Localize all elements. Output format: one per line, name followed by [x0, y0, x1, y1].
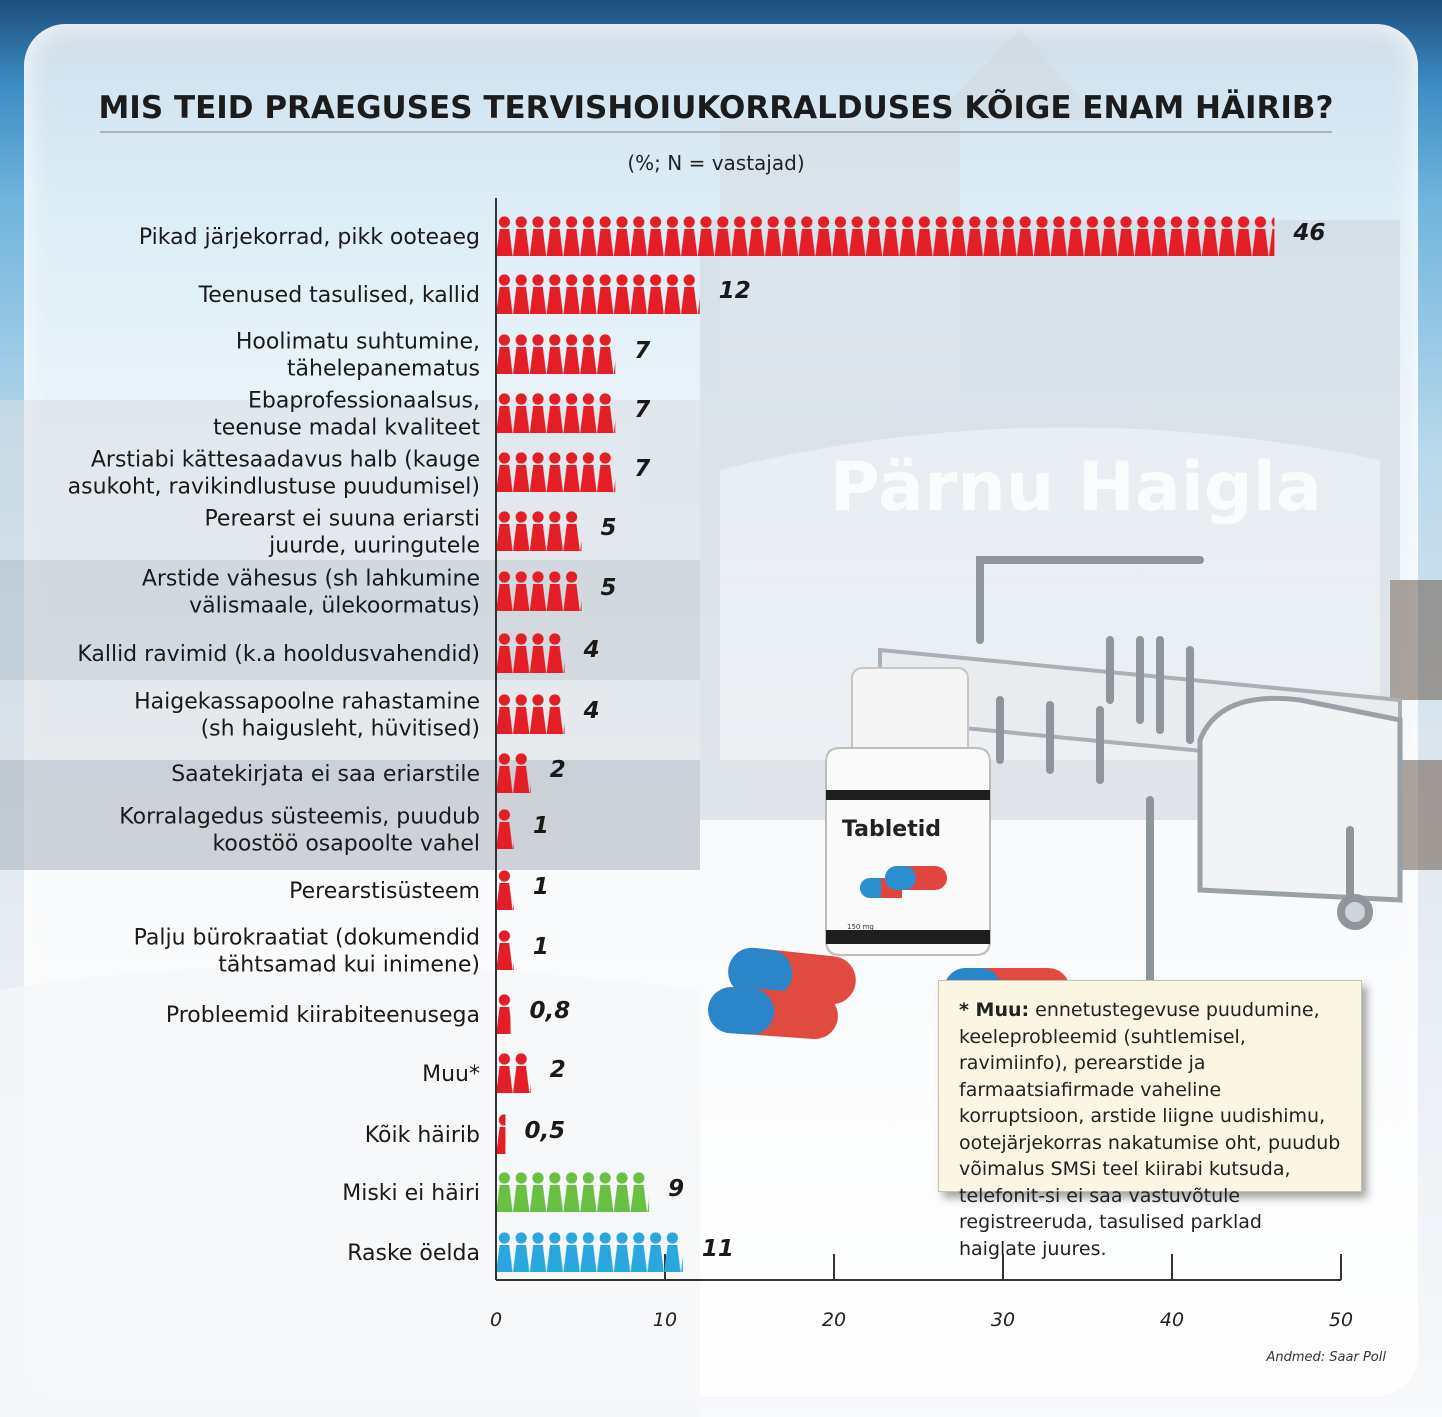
- category-label: juurde, uuringutele: [269, 533, 480, 559]
- value-label: 5: [600, 575, 617, 601]
- bar: [497, 452, 615, 492]
- category-label: Arstiabi kättesaadavus halb (kauge: [90, 447, 480, 473]
- bottle-label: Tabletid: [842, 817, 942, 842]
- value-label: 0,8: [529, 998, 571, 1024]
- chart-subtitle: (%; N = vastajad): [627, 151, 805, 175]
- bar: [497, 809, 514, 849]
- x-tick-label: 30: [990, 1309, 1016, 1331]
- note-box: [938, 980, 1362, 1260]
- value-label: 4: [583, 698, 600, 724]
- value-label: 9: [668, 1176, 685, 1202]
- bar: [497, 1172, 649, 1212]
- x-tick-label: 0: [489, 1309, 503, 1331]
- bar: [497, 511, 582, 551]
- chart-title: MIS TEID PRAEGUSES TERVISHOIUKORRALDUSES KÕIGE ENAM HÄIRIB?: [98, 90, 1334, 126]
- category-label: Pikad järjekorrad, pikk ooteaeg: [138, 225, 480, 250]
- category-label: Perearstisüsteem: [289, 879, 480, 904]
- x-tick-label: 10: [652, 1309, 678, 1331]
- category-label: Saatekirjata ei saa eriarstile: [171, 762, 480, 787]
- value-label: 1: [532, 813, 549, 839]
- value-label: 7: [634, 397, 651, 423]
- value-label: 1: [532, 934, 549, 960]
- value-label: 5: [600, 515, 617, 541]
- category-label: tähelepanematus: [286, 356, 480, 382]
- bar: [497, 334, 615, 374]
- category-label: välismaale, ülekoormatus): [189, 593, 480, 619]
- source-credit: Andmed: Saar Poll: [1266, 1350, 1386, 1365]
- bar: [497, 1232, 683, 1272]
- note-lead: * Muu:: [959, 999, 1030, 1021]
- bar: [497, 994, 511, 1034]
- value-label: 0,5: [524, 1118, 566, 1144]
- category-label: Ebaprofessionaalsus,: [248, 388, 480, 414]
- category-label: Hoolimatu suhtumine,: [235, 329, 480, 355]
- value-label: 46: [1293, 220, 1326, 246]
- category-label: tähtsamad kui inimene): [218, 952, 480, 978]
- bar: [497, 633, 565, 673]
- category-label: Perearst ei suuna eriarsti: [204, 506, 480, 532]
- category-label: Korralagedus süsteemis, puudub: [119, 804, 480, 830]
- value-label: 11: [701, 1236, 734, 1262]
- value-label: 2: [549, 1057, 566, 1083]
- category-label: Teenused tasulised, kallid: [198, 283, 480, 308]
- bar: [497, 1114, 505, 1154]
- bar: [497, 571, 582, 611]
- value-label: 4: [583, 637, 600, 663]
- category-label: teenuse madal kvaliteet: [213, 415, 480, 441]
- hospital-sign: Pärnu Haigla: [830, 448, 1322, 527]
- bar: [497, 870, 514, 910]
- bar: [497, 216, 1274, 256]
- category-label: Arstide vähesus (sh lahkumine: [141, 566, 480, 592]
- category-label: Probleemid kiirabiteenusega: [165, 1003, 480, 1028]
- value-label: 2: [549, 757, 566, 783]
- value-label: 12: [718, 278, 751, 304]
- category-label: Palju bürokraatiat (dokumendid: [133, 925, 480, 951]
- category-label: Kallid ravimid (k.a hooldusvahendid): [77, 642, 480, 667]
- category-label: koostöö osapoolte vahel: [212, 831, 480, 857]
- bar: [497, 274, 700, 314]
- note-text: ennetustegevuse puudumine, keeleprobleemid (suhtlemisel, ravimiinfo), perearstide ja farmaatsiafirmade vaheline korruptsioon, arstide liigne uudishimu, ootejärjekorras nakatumise oht, puudub võimalus SMSi teel kiirabi kutsuda, telefonit-si ei saa vastuvõtule registreeruda, tasulised parklad haiglate juures.: [959, 999, 1341, 1260]
- category-label: Kõik häirib: [364, 1123, 480, 1148]
- category-label: Miski ei häiri: [342, 1181, 480, 1206]
- value-label: 1: [532, 874, 549, 900]
- bar: [497, 753, 531, 793]
- bar: [497, 694, 565, 734]
- category-label: Raske öelda: [347, 1241, 480, 1266]
- value-label: 7: [634, 338, 651, 364]
- category-label: Haigekassapoolne rahastamine: [134, 689, 480, 715]
- category-label: Muu*: [422, 1062, 480, 1087]
- bottle-dose-label: 150 mg: [847, 923, 874, 931]
- category-label: (sh haigusleht, hüvitised): [200, 716, 480, 742]
- x-tick-label: 40: [1159, 1309, 1185, 1331]
- x-tick-label: 50: [1328, 1309, 1354, 1331]
- category-label: asukoht, ravikindlustuse puudumisel): [67, 474, 480, 500]
- category-labels: [68, 225, 481, 1266]
- bar: [497, 1053, 531, 1093]
- x-tick-label: 20: [821, 1309, 847, 1331]
- bar: [497, 393, 615, 433]
- value-label: 7: [634, 456, 651, 482]
- bar: [497, 930, 514, 970]
